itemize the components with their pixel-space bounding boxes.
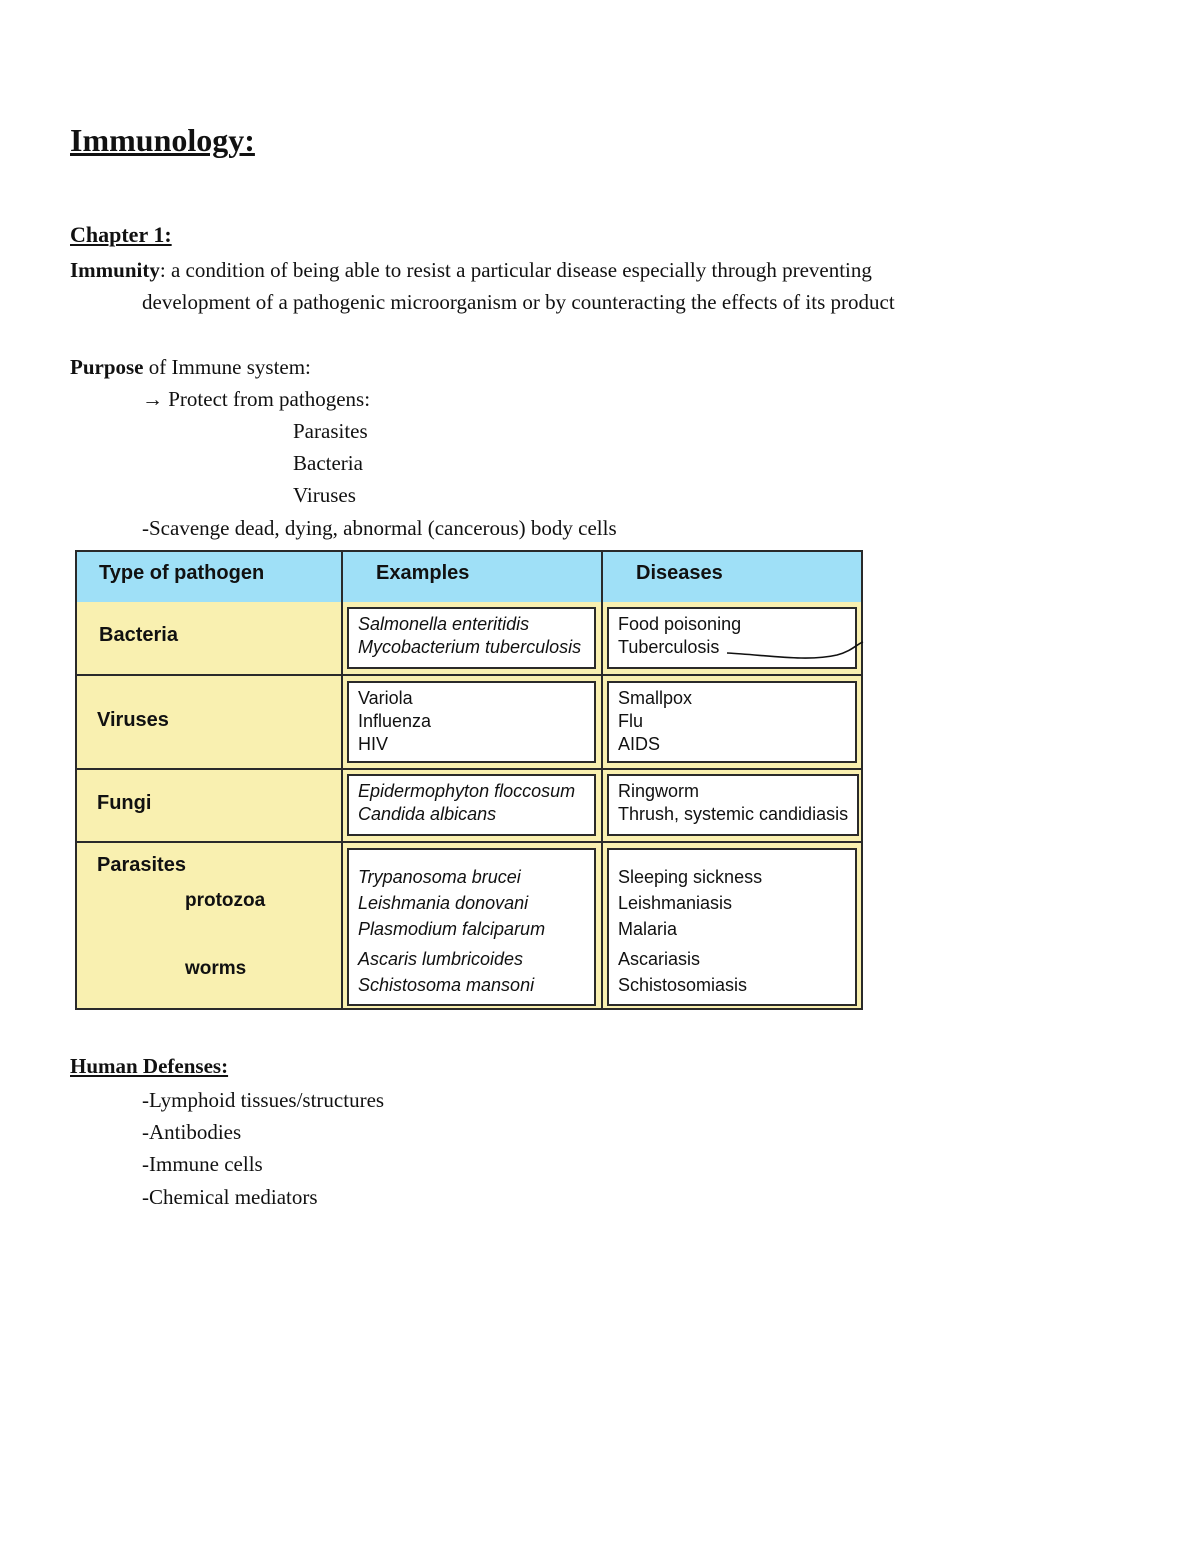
row-type-bacteria: Bacteria <box>99 624 178 646</box>
disease-item: Leishmaniasis <box>618 893 733 913</box>
disease-item: AIDS <box>618 734 661 754</box>
example-item: HIV <box>358 734 389 754</box>
immunity-definition-text: : a condition of being able to resist a particular disease especially through preventing <box>159 258 872 282</box>
defense-item: -Immune cells <box>142 1152 263 1176</box>
pathogen-item: Viruses <box>293 483 356 507</box>
example-item: Influenza <box>358 711 432 731</box>
row-type-parasites: Parasites <box>97 854 186 876</box>
disease-item: Schistosomiasis <box>618 975 748 995</box>
row-type-fungi: Fungi <box>97 792 152 814</box>
human-defenses-heading: Human Defenses: <box>70 1054 229 1078</box>
purpose-term: Purpose <box>70 355 144 379</box>
diseases-cell <box>607 774 859 836</box>
header-type: Type of pathogen <box>99 562 265 584</box>
example-item: Candida albicans <box>358 804 497 824</box>
defense-item: -Antibodies <box>142 1120 242 1144</box>
scavenge-line: -Scavenge dead, dying, abnormal (cancerous) body cells <box>142 516 617 540</box>
row-divider <box>77 841 861 843</box>
row-type-viruses: Viruses <box>97 709 169 731</box>
purpose-text: of Immune system: <box>143 355 311 379</box>
disease-item: Sleeping sickness <box>618 867 763 887</box>
column-divider <box>601 552 603 1008</box>
diseases-cell <box>607 848 857 1006</box>
defense-item: -Lymphoid tissues/structures <box>142 1088 385 1112</box>
protect-line: → Protect from pathogens: <box>142 387 371 411</box>
disease-item: Thrush, systemic candidiasis <box>618 804 849 824</box>
pathogen-item: Parasites <box>293 419 368 443</box>
table-header-row <box>77 552 861 604</box>
example-item: Mycobacterium tuberculosis <box>358 637 582 657</box>
diseases-cell <box>607 681 857 763</box>
header-diseases: Diseases <box>636 562 723 584</box>
subtype-protozoa: protozoa <box>185 890 266 911</box>
immunity-definition-line2: development of a pathogenic microorganism or by counteracting the effects of its product <box>142 290 895 314</box>
disease-item: Ringworm <box>618 781 700 801</box>
disease-item: Ascariasis <box>618 949 701 969</box>
chapter-heading: Chapter 1: <box>70 222 172 247</box>
example-item: Plasmodium falciparum <box>358 919 546 939</box>
defense-item: -Chemical mediators <box>142 1185 318 1209</box>
examples-cell <box>347 848 596 1006</box>
page-title: Immunology: <box>70 122 255 158</box>
example-item: Trypanosoma brucei <box>358 867 521 887</box>
disease-item: Food poisoning <box>618 614 742 634</box>
disease-item: Malaria <box>618 919 678 939</box>
subtype-worms: worms <box>185 958 247 979</box>
header-examples: Examples <box>376 562 470 584</box>
pathogen-table <box>75 550 863 1010</box>
examples-cell <box>347 607 596 669</box>
immunity-term: Immunity <box>70 258 160 282</box>
immunity-definition-line1 <box>70 256 872 284</box>
example-item: Variola <box>358 688 413 708</box>
disease-item: Flu <box>618 711 644 731</box>
disease-item: Tuberculosis <box>618 637 720 657</box>
pathogen-item: Bacteria <box>293 451 363 475</box>
purpose-line <box>70 353 311 381</box>
disease-item: Smallpox <box>618 688 693 708</box>
example-item: Salmonella enteritidis <box>358 614 530 634</box>
example-item: Leishmania donovani <box>358 893 529 913</box>
examples-cell <box>347 681 596 763</box>
example-item: Epidermophyton floccosum <box>358 781 576 801</box>
example-item: Schistosoma mansoni <box>358 975 535 995</box>
example-item: Ascaris lumbricoides <box>358 949 524 969</box>
examples-cell <box>347 774 596 836</box>
row-divider <box>77 768 861 770</box>
column-divider <box>341 552 343 1008</box>
diseases-cell <box>607 607 857 669</box>
row-divider <box>77 674 861 676</box>
